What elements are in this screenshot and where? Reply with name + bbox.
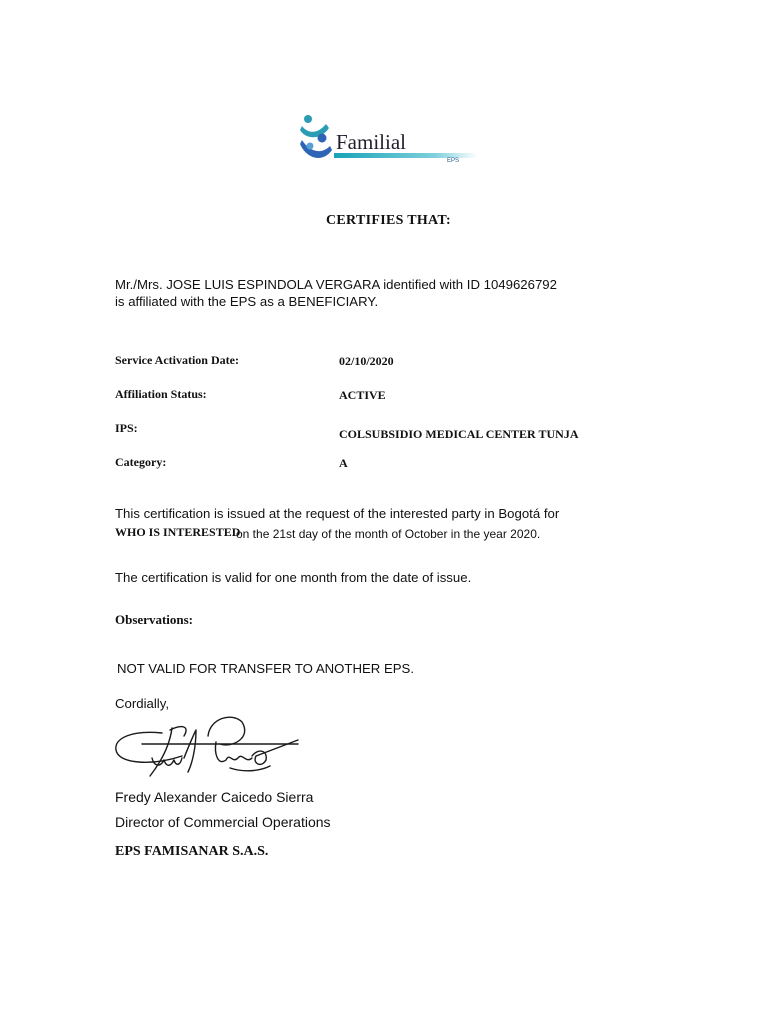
logo-eps-label: EPS (447, 158, 460, 164)
category-label: Category: (115, 455, 167, 469)
validity-text: The certification is valid for one month from the date of issue. (115, 570, 472, 585)
category-value: A (339, 456, 348, 470)
affiliation-status-value: ACTIVE (339, 388, 386, 402)
logo-wordmark: Familial (336, 130, 406, 154)
intro-line-2: is affiliated with the EPS as a BENEFICIARY. (115, 294, 379, 309)
intro-line-1: Mr./Mrs. JOSE LUIS ESPINDOLA VERGARA identified with ID 1049626792 (115, 277, 557, 292)
ips-value: COLSUBSIDIO MEDICAL CENTER TUNJA (339, 427, 579, 441)
ips-label: IPS: (115, 421, 138, 435)
issuance-date-text: on the 21st day of the month of October in the year 2020. (236, 527, 541, 541)
activation-date-value: 02/10/2020 (339, 354, 394, 368)
who-is-interested: WHO IS INTERESTED (115, 525, 241, 539)
signature-drawing (112, 708, 312, 788)
signatory-company: EPS FAMISANAR S.A.S. (115, 844, 269, 859)
handwritten-signature (112, 708, 312, 788)
signatory-name: Fredy Alexander Caicedo Sierra (115, 789, 314, 805)
activation-date-label: Service Activation Date: (115, 353, 239, 367)
observations-text: NOT VALID FOR TRANSFER TO ANOTHER EPS. (117, 661, 415, 676)
signatory-title: Director of Commercial Operations (115, 814, 331, 830)
issuance-line-1: This certification is issued at the request of the interested party in Bogotá for (115, 506, 560, 521)
observations-label: Observations: (115, 612, 193, 627)
certificate-title: CERTIFIES THAT: (326, 213, 451, 228)
affiliation-status-label: Affiliation Status: (115, 387, 207, 401)
familial-logo (296, 110, 478, 170)
closing-text: Cordially, (115, 696, 169, 711)
